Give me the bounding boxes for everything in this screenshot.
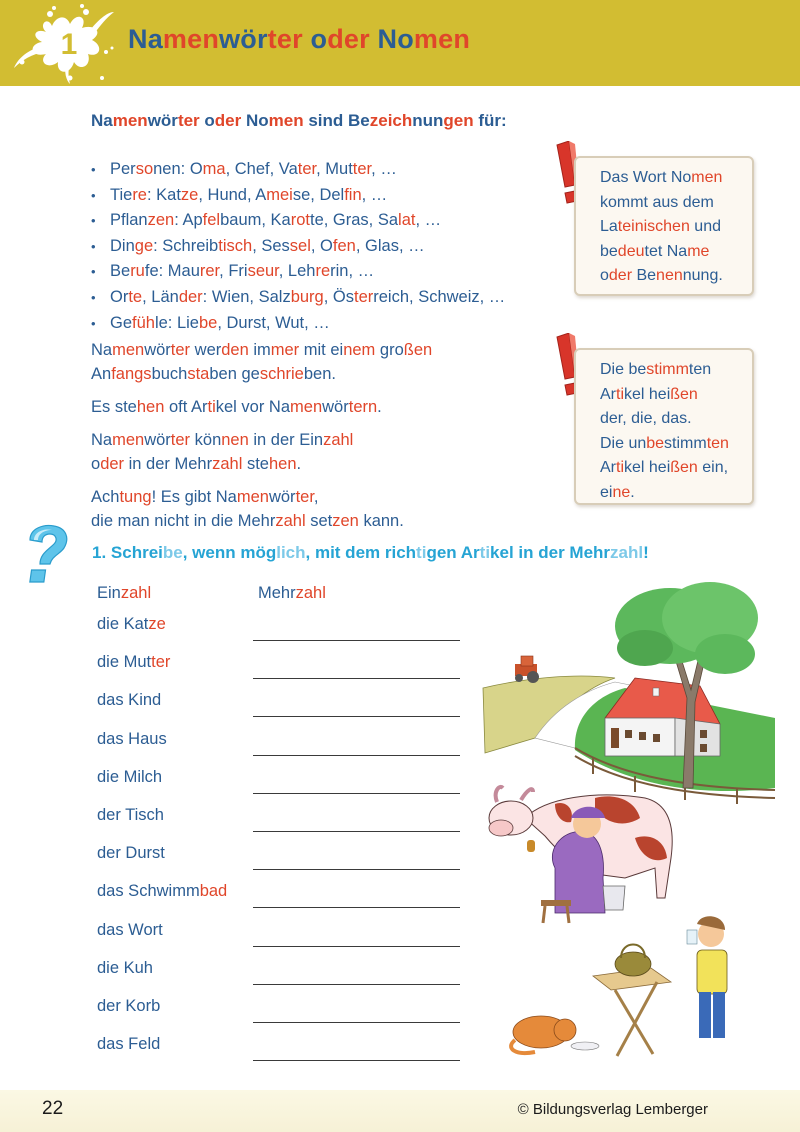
plural-answer-field[interactable] <box>253 1022 460 1023</box>
exercise-row <box>97 727 467 765</box>
copyright-notice: © Bildungsverlag Lemberger <box>517 1101 708 1118</box>
category-text: Orte, Länder: Wien, Salzburg, Österreich, Schweiz, … <box>110 287 506 306</box>
svg-text:1: 1 <box>60 28 78 61</box>
info-box-line: Artikel heißen <box>600 385 698 403</box>
singular-word: das Haus <box>97 729 167 748</box>
chapter-header <box>0 0 800 86</box>
bullet-icon: • <box>91 238 96 254</box>
singular-word: der Durst <box>97 844 165 863</box>
exercise-row <box>97 879 467 917</box>
info-box-line: Lateinischen und <box>600 218 721 235</box>
category-list-item <box>91 311 505 337</box>
plural-answer-field[interactable] <box>253 640 460 641</box>
exercise-row <box>97 765 467 803</box>
plural-answer-field[interactable] <box>253 678 460 679</box>
plural-answer-field[interactable] <box>253 907 460 908</box>
singular-word: die Mutter <box>97 653 171 672</box>
info-box-line: Das Wort Nomen <box>600 169 723 186</box>
singular-word: das Schwimmbad <box>97 882 228 901</box>
info-box-articles <box>574 348 754 505</box>
plural-answer-field[interactable] <box>253 831 460 832</box>
column-header-singular: Einzahl <box>97 584 152 602</box>
info-box-line: eine. <box>600 483 635 501</box>
info-box-line: Die unbestimmten <box>600 434 729 452</box>
rule-paragraph: Achtung! Es gibt Namenwörter, die man nicht in die Mehrzahl setzen kann. <box>91 488 404 530</box>
bullet-icon: • <box>91 264 96 280</box>
rule-paragraph: Es stehen oft Artikel vor Namenwörtern. <box>91 398 382 416</box>
rule-paragraph: Namenwörter können in der Einzahl oder in der Mehrzahl stehen. <box>91 431 354 473</box>
page-footer <box>0 1090 800 1132</box>
exercise-row <box>97 956 467 994</box>
cat-icon <box>511 1016 599 1053</box>
singular-word: der Korb <box>97 996 161 1015</box>
category-text: Pflanzen: Apfelbaum, Karotte, Gras, Salat, … <box>110 211 442 230</box>
category-list-item <box>91 157 505 183</box>
rule-paragraph: Namenwörter werden immer mit einem großen Anfangsbuchstaben geschrieben. <box>91 341 433 383</box>
info-box-line: der, die, das. <box>600 410 692 427</box>
rules-section <box>91 338 541 542</box>
task-instruction: 1. Schreibe, wenn möglich, mit dem richtigen Artikel in der Mehrzahl! <box>92 543 649 562</box>
plural-answer-field[interactable] <box>253 793 460 794</box>
info-box-line: Die bestimmten <box>600 361 712 378</box>
category-list-item <box>91 285 505 311</box>
plural-answer-field[interactable] <box>253 716 460 717</box>
info-box-line: kommt aus dem <box>600 193 714 211</box>
bullet-icon: • <box>91 162 96 177</box>
bullet-icon: • <box>91 289 96 305</box>
category-list-item <box>91 234 505 260</box>
info-box-line: Artikel heißen ein, <box>600 459 729 476</box>
table-with-basket-icon <box>593 945 671 1057</box>
category-list-item <box>91 183 505 209</box>
category-list <box>91 157 505 336</box>
plural-answer-field[interactable] <box>253 869 460 870</box>
info-box-line: oder Benennung. <box>600 267 723 284</box>
exercise-row <box>97 650 467 688</box>
category-text: Personen: Oma, Chef, Vater, Mutter, … <box>110 160 397 178</box>
exercise-row <box>97 994 467 1032</box>
category-text: Dinge: Schreibtisch, Sessel, Ofen, Glas, … <box>110 236 425 255</box>
singular-word: das Feld <box>97 1035 161 1054</box>
singular-word: das Kind <box>97 691 162 710</box>
tractor-icon <box>515 656 539 683</box>
singular-word: die Kuh <box>97 958 153 977</box>
plural-answer-field[interactable] <box>253 984 460 985</box>
bullet-icon: • <box>91 213 96 229</box>
farm-illustration <box>475 578 800 1068</box>
category-text: Tiere: Katze, Hund, Ameise, Delfin, … <box>110 185 388 204</box>
info-box-line: bedeutet Name <box>600 242 710 260</box>
boy-drinking-icon <box>687 916 727 1038</box>
singular-word: die Milch <box>97 767 163 786</box>
exercise-row <box>97 841 467 879</box>
info-box-noun-origin <box>574 156 754 296</box>
category-list-item <box>91 208 505 234</box>
exercise-row <box>97 1032 467 1070</box>
intro-heading: Namenwörter oder Nomen sind Bezeichnungen für: <box>91 111 507 130</box>
exercise-row <box>97 612 467 650</box>
column-header-plural: Mehrzahl <box>258 584 326 602</box>
plural-answer-field[interactable] <box>253 946 460 947</box>
category-text: Berufe: Maurer, Friseur, Lehrerin, … <box>110 262 375 281</box>
exercise-row <box>97 918 467 956</box>
singular-word: der Tisch <box>97 805 164 824</box>
singular-word: das Wort <box>97 920 163 939</box>
category-list-item <box>91 259 505 285</box>
plural-answer-field[interactable] <box>253 755 460 756</box>
exercise-row <box>97 803 467 841</box>
singular-word: die Katze <box>97 615 166 633</box>
category-text: Gefühle: Liebe, Durst, Wut, … <box>110 313 330 332</box>
question-mark-icon <box>24 524 70 590</box>
paint-splash-icon <box>8 2 128 86</box>
page-number: 22 <box>42 1098 64 1119</box>
bullet-icon: • <box>91 187 96 203</box>
bullet-icon: • <box>91 315 96 331</box>
exercise-word-list <box>97 612 467 1070</box>
plural-answer-field[interactable] <box>253 1060 460 1061</box>
exercise-row <box>97 688 467 726</box>
page-title: Namenwörter oder Nomen <box>128 24 471 54</box>
